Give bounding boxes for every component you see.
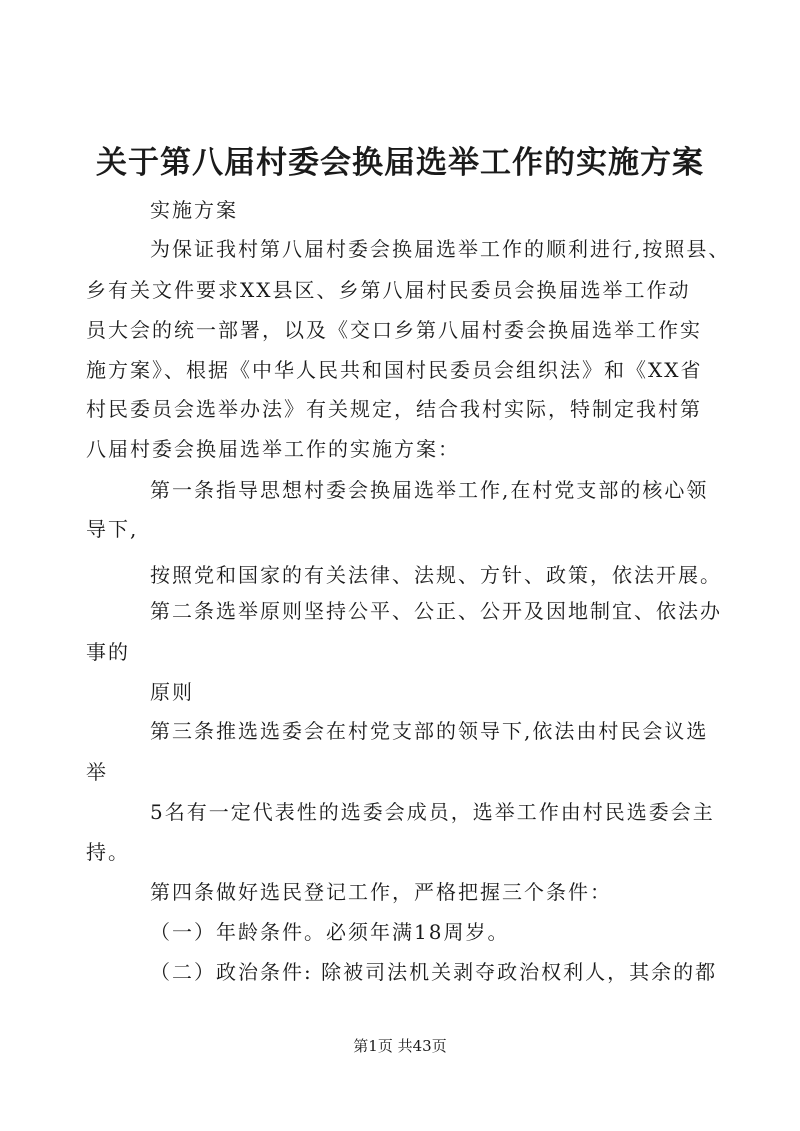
page-footer: 第1页 共43页: [353, 1037, 447, 1055]
body-line: 为保证我村第八届村委会换届选举工作的顺利进行,按照县、: [150, 237, 731, 261]
body-line: 持。: [86, 840, 130, 864]
body-line: 按照党和国家的有关法律、法规、方针、政策，依法开展。: [150, 563, 722, 587]
body-line: 第三条推选选委会在村党支部的领导下,依法由村民会议选: [150, 719, 709, 743]
body-line: 八届村委会换届选举工作的实施方案：: [86, 437, 460, 461]
body-line: 乡有关文件要求XX县区、乡第八届村民委员会换届选举工作动: [86, 278, 691, 302]
document-title: 关于第八届村委会换届选举工作的实施方案: [96, 145, 704, 181]
body-line: 导下,: [86, 517, 139, 541]
body-line: 事的: [86, 640, 130, 664]
body-line: 5名有一定代表性的选委会成员，选举工作由村民选委会主: [150, 800, 715, 824]
body-line: 举: [86, 760, 108, 784]
body-line: 施方案》、根据《中华人民共和国村民委员会组织法》和《XX省: [86, 358, 703, 382]
body-line: 村民委员会选举办法》有关规定，结合我村实际，特制定我村第: [86, 397, 702, 421]
body-line: 第二条选举原则坚持公平、公正、公开及因地制宜、依法办: [150, 599, 722, 623]
body-line: 第一条指导思想村委会换届选举工作,在村党支部的核心领: [150, 478, 709, 502]
body-line: 实施方案: [150, 198, 238, 222]
body-line: （二）政治条件: 除被司法机关剥夺政治权利人，其余的都: [150, 960, 718, 984]
body-line: 员大会的统一部署，以及《交口乡第八届村委会换届选举工作实: [86, 318, 702, 342]
body-line: 第四条做好选民登记工作，严格把握三个条件：: [150, 880, 612, 904]
body-line: 原则: [150, 680, 194, 704]
body-line: （一）年龄条件。必须年满18周岁。: [150, 920, 510, 944]
